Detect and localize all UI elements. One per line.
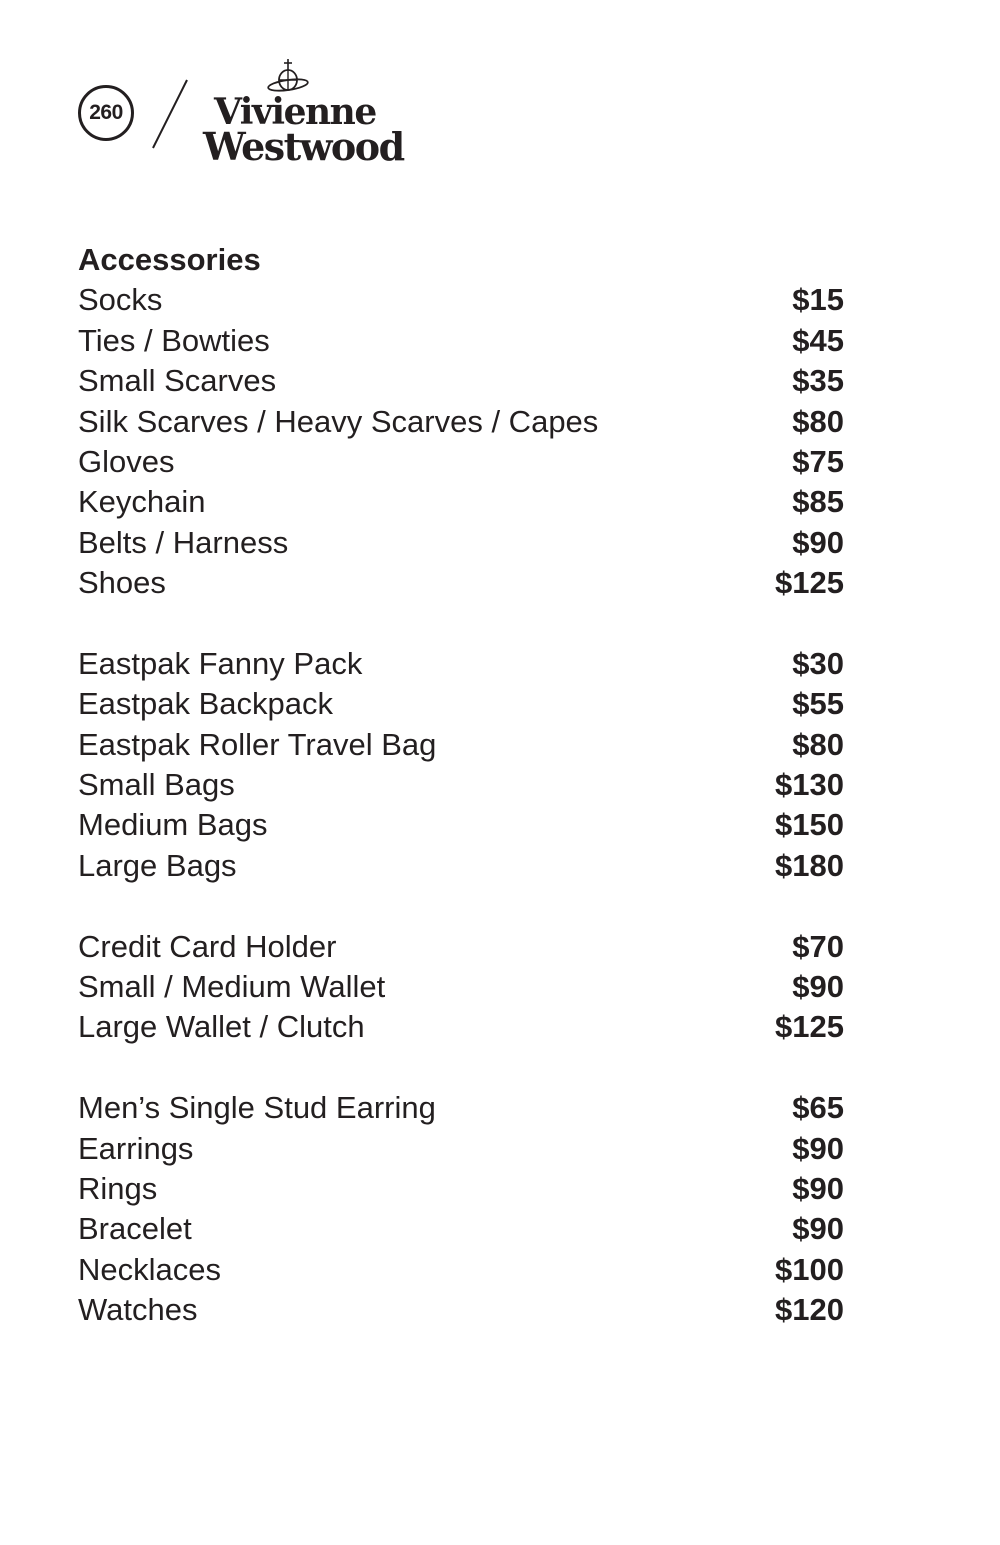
item-price: $150 [775, 807, 844, 843]
item-price: $85 [792, 484, 844, 520]
brand-line-1: Vivienne [214, 91, 376, 133]
item-price: $75 [792, 443, 844, 479]
list-item [78, 1250, 844, 1290]
item-price: $120 [775, 1292, 844, 1328]
price-group-wallets [78, 927, 844, 1048]
item-name: Men’s Single Stud Earring [78, 1090, 436, 1126]
item-name: Small Bags [78, 767, 235, 803]
item-price: $80 [792, 726, 844, 762]
item-price: $90 [792, 524, 844, 560]
item-name: Small Scarves [78, 363, 277, 399]
item-name: Bracelet [78, 1211, 192, 1247]
list-item [78, 482, 844, 522]
item-name: Belts / Harness [78, 524, 289, 560]
list-item [78, 1169, 844, 1209]
list-item [78, 1209, 844, 1249]
list-item [78, 442, 844, 482]
item-name: Gloves [78, 443, 175, 479]
list-item [78, 321, 844, 361]
item-price: $90 [792, 1130, 844, 1166]
item-price: $70 [792, 928, 844, 964]
item-price: $35 [792, 363, 844, 399]
list-item [78, 402, 844, 442]
item-name: Ties / Bowties [78, 322, 270, 358]
item-price: $90 [792, 1170, 844, 1206]
divider-slash [150, 78, 190, 150]
item-price: $65 [792, 1090, 844, 1126]
list-item [78, 927, 844, 967]
item-price: $30 [792, 645, 844, 681]
section-title: Accessories [78, 242, 261, 277]
item-price: $125 [775, 565, 844, 601]
badge-number: 260 [89, 101, 123, 124]
item-price: $80 [792, 403, 844, 439]
item-name: Large Wallet / Clutch [78, 1009, 365, 1045]
item-name: Keychain [78, 484, 206, 520]
list-item [78, 644, 844, 684]
item-name: Silk Scarves / Heavy Scarves / Capes [78, 403, 599, 439]
brand-line-2: Westwood [203, 124, 404, 169]
item-price: $130 [775, 767, 844, 803]
item-name: Eastpak Backpack [78, 686, 334, 722]
item-name: Eastpak Fanny Pack [78, 645, 363, 681]
item-price: $15 [792, 282, 844, 318]
list-item [78, 805, 844, 845]
list-item [78, 563, 844, 603]
item-price: $90 [792, 969, 844, 1005]
list-item [78, 1129, 844, 1169]
item-price: $45 [792, 322, 844, 358]
price-group-accessories [78, 280, 844, 603]
item-name: Credit Card Holder [78, 928, 337, 964]
list-item [78, 280, 844, 320]
page-header [0, 0, 1000, 200]
item-name: Socks [78, 282, 163, 318]
price-list [78, 240, 844, 1371]
item-name: Medium Bags [78, 807, 268, 843]
list-item [78, 684, 844, 724]
list-item [78, 1088, 844, 1128]
item-name: Shoes [78, 565, 166, 601]
number-badge [78, 85, 134, 141]
list-item [78, 1007, 844, 1047]
list-item [78, 967, 844, 1007]
item-price: $100 [775, 1251, 844, 1287]
item-name: Eastpak Roller Travel Bag [78, 726, 437, 762]
item-price: $90 [792, 1211, 844, 1247]
item-name: Rings [78, 1170, 158, 1206]
list-item [78, 523, 844, 563]
price-group-bags [78, 644, 844, 886]
item-price: $125 [775, 1009, 844, 1045]
item-price: $180 [775, 847, 844, 883]
list-item [78, 361, 844, 401]
list-item [78, 1290, 844, 1330]
price-group-jewelry [78, 1088, 844, 1330]
list-item [78, 846, 844, 886]
item-name: Large Bags [78, 847, 237, 883]
item-name: Small / Medium Wallet [78, 969, 386, 1005]
item-price: $55 [792, 686, 844, 722]
list-item [78, 725, 844, 765]
item-name: Necklaces [78, 1251, 221, 1287]
item-name: Watches [78, 1292, 198, 1328]
item-name: Earrings [78, 1130, 194, 1166]
list-item [78, 765, 844, 805]
